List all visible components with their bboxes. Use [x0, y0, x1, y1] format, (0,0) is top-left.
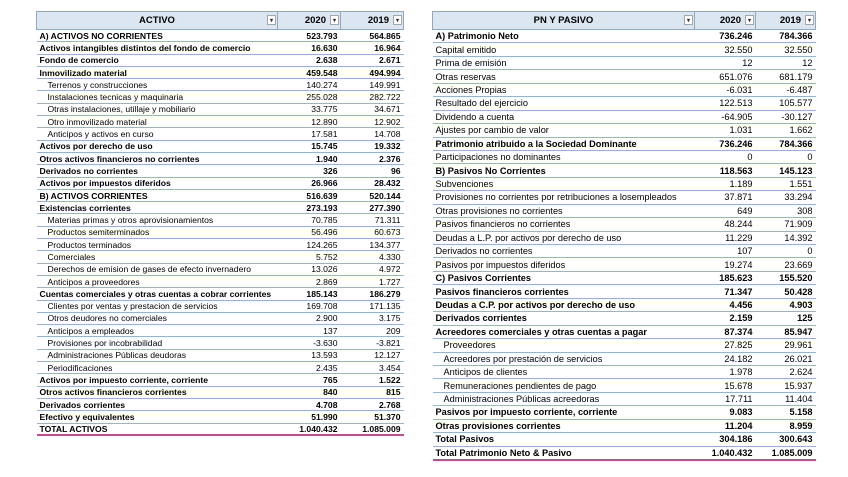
row-label[interactable]: Anticipos y activos en curso — [47, 129, 154, 140]
value-2019[interactable]: 784.366 — [779, 138, 813, 149]
table-row — [37, 140, 404, 152]
value-2019[interactable]: 11.404 — [785, 394, 813, 405]
row-label[interactable]: Participaciones no dominantes — [435, 152, 561, 163]
table-row — [37, 79, 404, 91]
row-label[interactable]: Anticipos a empleados — [47, 325, 134, 336]
row-label[interactable]: Ajustes por cambio de valor — [435, 125, 549, 136]
value-2020[interactable]: 523.793 — [306, 30, 338, 41]
table-row — [37, 300, 404, 312]
value-2019[interactable]: 149.991 — [369, 79, 401, 90]
value-2019[interactable]: 85.947 — [784, 326, 813, 337]
value-2020[interactable]: 1.040.432 — [711, 447, 753, 458]
filter-dropdown-icon[interactable]: ▾ — [684, 15, 693, 25]
row-label[interactable]: Activos intangibles distintos del fondo de comercio — [39, 42, 251, 53]
value-2019[interactable]: 105.577 — [779, 98, 813, 109]
value-2020[interactable]: 326 — [323, 165, 338, 176]
activo-header-2020[interactable]: 2020 ▾ — [278, 12, 341, 30]
row-label[interactable]: Deudas a L.P. por activos por derecho de uso — [435, 232, 622, 243]
row-label[interactable]: Otros activos financieros no corrientes — [39, 153, 200, 164]
value-2019[interactable]: 815 — [386, 387, 401, 398]
value-2019[interactable]: 134.377 — [369, 239, 401, 250]
value-2020[interactable]: 140.274 — [306, 79, 338, 90]
table-row — [433, 271, 816, 284]
value-2020[interactable]: 15.678 — [724, 380, 753, 391]
value-2019[interactable]: 4.330 — [378, 251, 401, 262]
value-2019[interactable]: 2.376 — [378, 153, 401, 164]
row-label[interactable]: Resultado del ejercicio — [435, 98, 528, 109]
value-2020[interactable]: 71.347 — [724, 286, 753, 297]
row-label[interactable]: Pasivos financieros no corrientes — [435, 219, 571, 230]
value-2020[interactable]: 1.031 — [729, 125, 753, 136]
filter-dropdown-icon[interactable]: ▾ — [267, 15, 276, 25]
row-label[interactable]: Clientes por ventas y prestacion de servicios — [47, 301, 218, 312]
row-label[interactable]: Dividendo a cuenta — [435, 111, 515, 122]
row-label[interactable]: A) Patrimonio Neto — [435, 31, 519, 42]
value-2020[interactable]: 736.246 — [719, 31, 753, 42]
value-2020[interactable]: 17.581 — [311, 129, 338, 140]
row-label[interactable]: Otras reservas — [435, 71, 496, 82]
value-2019[interactable]: 33.294 — [784, 192, 813, 203]
row-label[interactable]: A) ACTIVOS NO CORRIENTES — [39, 30, 163, 41]
value-2019[interactable]: 29.961 — [784, 340, 813, 351]
row-label[interactable]: Otras provisiones no corrientes — [435, 205, 563, 216]
table-row — [433, 285, 816, 298]
value-2019[interactable]: 1.727 — [378, 276, 401, 287]
table-row — [433, 124, 816, 137]
value-2019[interactable]: 564.865 — [369, 30, 401, 41]
value-2019[interactable]: 71.909 — [784, 219, 813, 230]
table-row — [433, 446, 816, 459]
row-label[interactable]: Pasivos por impuesto corriente, corriente — [435, 407, 618, 418]
table-row — [433, 137, 816, 150]
value-2019[interactable]: 282.722 — [369, 92, 401, 103]
value-2019[interactable]: 96 — [390, 165, 401, 176]
value-2019[interactable]: 1.085.009 — [771, 447, 813, 458]
value-2020[interactable]: 19.274 — [724, 259, 753, 270]
value-2020[interactable]: 122.513 — [719, 98, 753, 109]
table-row — [37, 128, 404, 140]
table-row — [37, 362, 404, 374]
value-2019[interactable]: 1.551 — [789, 179, 813, 190]
value-2020[interactable]: 11.204 — [724, 420, 753, 431]
value-2020[interactable]: 2.869 — [315, 276, 338, 287]
value-2020[interactable]: 11.229 — [725, 232, 753, 243]
table-row — [433, 43, 816, 56]
value-2020[interactable]: 51.990 — [311, 411, 338, 422]
table-row — [433, 312, 816, 325]
value-2019[interactable]: 125 — [797, 313, 813, 324]
value-2019[interactable]: 4.903 — [789, 299, 813, 310]
table-row — [37, 30, 404, 42]
row-label[interactable]: Subvenciones — [435, 179, 494, 190]
row-label[interactable]: Derivados corrientes — [435, 313, 527, 324]
value-2019[interactable]: 8.959 — [789, 420, 813, 431]
value-2019[interactable]: 155.520 — [779, 273, 813, 284]
activo-header-row — [37, 12, 404, 30]
value-2019[interactable]: -6.487 — [786, 84, 813, 95]
value-2019[interactable]: 1.085.009 — [362, 423, 401, 434]
table-row — [433, 56, 816, 69]
table-row — [433, 191, 816, 204]
table-row — [433, 339, 816, 352]
value-2019[interactable]: 784.366 — [779, 31, 813, 42]
value-2019[interactable]: -30.127 — [781, 111, 813, 122]
row-label[interactable]: TOTAL ACTIVOS — [39, 423, 108, 434]
value-2020[interactable]: 27.825 — [724, 340, 753, 351]
value-2020[interactable]: -6.031 — [726, 84, 753, 95]
value-2019[interactable]: 300.643 — [779, 434, 813, 445]
value-2020[interactable]: 0 — [747, 152, 753, 163]
table-row — [433, 352, 816, 365]
table-row — [37, 103, 404, 115]
row-label[interactable]: Acreedores por prestación de servicios — [443, 353, 603, 364]
row-label[interactable]: Prima de emisión — [435, 58, 507, 69]
value-2019[interactable]: 60.673 — [374, 227, 401, 238]
value-2020[interactable]: 255.028 — [306, 92, 338, 103]
value-2020[interactable]: 1.040.432 — [299, 423, 338, 434]
value-2020[interactable]: 169.708 — [306, 301, 338, 312]
table-row — [433, 365, 816, 378]
value-2019[interactable]: 14.392 — [784, 232, 813, 243]
value-2019[interactable]: 14.708 — [374, 129, 401, 140]
row-label[interactable]: Total Pasivos — [435, 434, 495, 445]
value-2019[interactable]: -3.821 — [376, 338, 401, 349]
value-2019[interactable]: 1.522 — [378, 374, 401, 385]
value-2019[interactable]: 3.454 — [378, 362, 401, 373]
row-label[interactable]: Acciones Propias — [435, 84, 507, 95]
value-2020[interactable]: 459.548 — [306, 67, 338, 78]
row-label[interactable]: Activos por impuestos diferidos — [39, 178, 171, 189]
value-2019[interactable]: 186.279 — [369, 288, 401, 299]
value-2020[interactable]: 2.900 — [315, 313, 338, 324]
table-row — [37, 349, 404, 361]
row-label[interactable]: Administraciones Públicas acreedoras — [443, 394, 600, 405]
table-row — [433, 177, 816, 190]
value-2019[interactable]: 26.021 — [784, 353, 813, 364]
table-row — [433, 433, 816, 446]
value-2019[interactable]: 5.158 — [789, 407, 813, 418]
row-label[interactable]: Acreedores comerciales y otras cuentas a pagar — [435, 326, 647, 337]
table-row — [37, 263, 404, 275]
table-row — [37, 251, 404, 263]
row-label[interactable]: Otros deudores no comerciales — [47, 313, 167, 324]
value-2020[interactable]: 124.265 — [306, 239, 338, 250]
value-2019[interactable]: 32.550 — [784, 44, 813, 55]
row-label[interactable]: Instalaciones tecnicas y maquinaria — [47, 92, 184, 103]
value-2019[interactable]: 15.937 — [784, 380, 813, 391]
value-2019[interactable]: 3.175 — [378, 313, 401, 324]
row-label[interactable]: Deudas a C.P. por activos por derecho de uso — [435, 299, 635, 310]
value-2020[interactable]: 5.752 — [315, 251, 338, 262]
pasivo-header-2019[interactable]: 2019 ▾ — [756, 12, 816, 30]
row-label[interactable]: Pasivos financieros corrientes — [435, 286, 569, 297]
value-2019[interactable]: 12.127 — [374, 350, 401, 361]
row-label[interactable]: Administraciones Públicas deudoras — [47, 350, 187, 361]
row-label[interactable]: Capital emitido — [435, 44, 497, 55]
row-label[interactable]: Patrimonio atribuido a la Sociedad Dominante — [435, 138, 637, 149]
value-2019[interactable]: 277.390 — [369, 202, 401, 213]
filter-dropdown-icon[interactable]: ▾ — [330, 15, 339, 25]
value-2019[interactable]: 2.624 — [789, 367, 813, 378]
row-label[interactable]: Derivados corrientes — [39, 399, 125, 410]
row-label[interactable]: Fondo de comercio — [39, 55, 119, 66]
row-label[interactable]: Cuentas comerciales y otras cuentas a cobrar corrientes — [39, 288, 272, 299]
row-label[interactable]: Anticipos de clientes — [443, 367, 528, 378]
row-label[interactable]: Productos terminados — [47, 239, 132, 250]
filter-dropdown-icon[interactable]: ▾ — [745, 15, 754, 25]
value-2020[interactable]: 56.496 — [311, 227, 338, 238]
value-2019[interactable]: 71.311 — [374, 215, 401, 226]
row-label[interactable]: Activos por derecho de uso — [39, 141, 153, 152]
row-label[interactable]: Efectivo y equivalentes — [39, 411, 135, 422]
table-row — [37, 177, 404, 189]
value-2020[interactable]: 87.374 — [724, 326, 753, 337]
value-2020[interactable]: 649 — [737, 205, 753, 216]
row-label[interactable]: Anticipos a proveedores — [47, 276, 140, 287]
value-2020[interactable]: 765 — [323, 374, 338, 385]
pasivo-table — [432, 11, 816, 461]
table-row — [433, 325, 816, 338]
row-label[interactable]: Otras instalaciones, utillaje y mobiliario — [47, 104, 196, 115]
value-2019[interactable]: 19.332 — [374, 141, 401, 152]
value-2020[interactable]: 273.193 — [306, 202, 338, 213]
value-2020[interactable]: 24.182 — [724, 353, 753, 364]
value-2020[interactable]: 185.623 — [719, 273, 753, 284]
table-row — [433, 258, 816, 271]
table-row — [37, 239, 404, 251]
table-row — [433, 392, 816, 405]
value-2020[interactable]: 118.563 — [719, 165, 753, 176]
row-label[interactable]: B) Pasivos No Corrientes — [435, 165, 546, 176]
row-label[interactable]: Remuneraciones pendientes de pago — [443, 380, 597, 391]
value-2020[interactable]: 137 — [323, 325, 338, 336]
table-row — [37, 411, 404, 423]
table-row — [433, 150, 816, 163]
row-label[interactable]: Inmovilizado material — [39, 67, 127, 78]
row-label[interactable]: Otras provisiones corrientes — [435, 420, 561, 431]
value-2019[interactable]: 0 — [807, 246, 813, 257]
value-2019[interactable]: 51.370 — [374, 411, 401, 422]
value-2020[interactable]: 107 — [737, 246, 753, 257]
table-row — [433, 83, 816, 96]
filter-dropdown-icon[interactable]: ▾ — [805, 15, 814, 25]
value-2019[interactable]: 34.671 — [374, 104, 401, 115]
value-2019[interactable]: 50.428 — [784, 286, 813, 297]
value-2019[interactable]: 12.902 — [374, 116, 401, 127]
row-label[interactable]: Periodificaciones — [47, 362, 113, 373]
value-2019[interactable]: 0 — [807, 152, 813, 163]
value-2020[interactable]: 13.026 — [311, 264, 338, 275]
row-label[interactable]: Provisiones por incobrabilidad — [47, 338, 163, 349]
row-label[interactable]: Pasivos por impuestos diferidos — [435, 259, 566, 270]
row-label[interactable]: Derivados no corrientes — [39, 165, 138, 176]
table-row — [433, 164, 816, 177]
row-label[interactable]: Terrenos y construcciones — [47, 79, 148, 90]
value-2020[interactable]: 1.189 — [729, 179, 753, 190]
value-2020[interactable]: 736.246 — [719, 138, 753, 149]
value-2020[interactable]: 13.593 — [311, 350, 338, 361]
table-row — [433, 30, 816, 43]
value-2019[interactable]: 494.994 — [369, 67, 401, 78]
table-row — [433, 245, 816, 258]
table-row — [37, 165, 404, 177]
value-2019[interactable]: 171.135 — [369, 301, 401, 312]
row-label[interactable]: Existencias corrientes — [39, 202, 131, 213]
table-row — [37, 275, 404, 287]
activo-header-label[interactable]: ACTIVO ▾ — [37, 12, 278, 30]
value-2019[interactable]: 2.768 — [378, 399, 401, 410]
value-2019[interactable]: 2.671 — [378, 55, 401, 66]
table-row — [37, 189, 404, 201]
table-row — [37, 325, 404, 337]
table-row — [37, 337, 404, 349]
value-2020[interactable]: 304.186 — [719, 434, 753, 445]
value-2020[interactable]: -64.905 — [721, 111, 753, 122]
table-row — [433, 298, 816, 311]
value-2020[interactable]: 2.638 — [315, 55, 338, 66]
value-2019[interactable]: 16.964 — [374, 42, 401, 53]
pasivo-header-2020[interactable]: 2020 ▾ — [695, 12, 756, 30]
value-2020[interactable]: 48.244 — [724, 219, 753, 230]
value-2019[interactable]: 209 — [386, 325, 401, 336]
activo-table — [36, 11, 404, 436]
value-2020[interactable]: 33.775 — [311, 104, 338, 115]
row-label[interactable]: C) Pasivos Corrientes — [435, 273, 531, 284]
row-label[interactable]: B) ACTIVOS CORRIENTES — [39, 190, 148, 201]
value-2020[interactable]: 9.083 — [729, 407, 753, 418]
row-label[interactable]: Derivados no corrientes — [435, 246, 533, 257]
row-label[interactable]: Materias primas y otros aprovisionamientos — [47, 215, 214, 226]
table-row — [37, 91, 404, 103]
row-label[interactable]: Activos por impuesto corriente, corriente — [39, 374, 209, 385]
table-row — [37, 423, 404, 435]
value-2020[interactable]: 2.435 — [315, 362, 338, 373]
row-label[interactable]: Otros activos financieros corrientes — [39, 387, 187, 398]
value-2020[interactable]: 1.940 — [315, 153, 338, 164]
table-row — [433, 406, 816, 419]
table-row — [433, 218, 816, 231]
table-row — [37, 398, 404, 410]
value-2019[interactable]: 1.662 — [789, 125, 813, 136]
table-row — [433, 204, 816, 217]
value-2019[interactable]: 308 — [797, 205, 813, 216]
value-2020[interactable]: 26.966 — [311, 178, 338, 189]
pasivo-header-label[interactable]: PN Y PASIVO ▾ — [433, 12, 695, 30]
value-2020[interactable]: 651.076 — [719, 71, 753, 82]
value-2019[interactable]: 23.669 — [784, 259, 813, 270]
table-row — [37, 214, 404, 226]
table-row — [433, 419, 816, 432]
table-row — [433, 70, 816, 83]
value-2020[interactable]: 70.785 — [311, 215, 338, 226]
value-2019[interactable]: 520.144 — [369, 190, 401, 201]
value-2020[interactable]: 16.630 — [311, 42, 338, 53]
table-row — [433, 110, 816, 123]
value-2020[interactable]: 15.745 — [311, 141, 338, 152]
table-row — [37, 386, 404, 398]
value-2019[interactable]: 145.123 — [779, 165, 813, 176]
row-label[interactable]: Provisiones no corrientes por retribuciones a losempleados — [435, 192, 677, 203]
table-row — [37, 42, 404, 54]
activo-header-2019[interactable]: 2019 ▾ — [341, 12, 404, 30]
table-row — [37, 116, 404, 128]
table-row — [37, 152, 404, 164]
value-2020[interactable]: 840 — [323, 387, 338, 398]
value-2020[interactable]: 12.890 — [311, 116, 338, 127]
row-label[interactable]: Total Patrimonio Neto & Pasivo — [435, 447, 572, 458]
value-2020[interactable]: 185.143 — [306, 288, 338, 299]
row-label[interactable]: Derechos de emision de gases de efecto invernadero — [47, 264, 252, 275]
value-2020[interactable]: 4.708 — [315, 399, 338, 410]
value-2020[interactable]: 1.978 — [729, 367, 753, 378]
value-2019[interactable]: 4.972 — [378, 264, 401, 275]
pasivo-header-row — [433, 12, 816, 30]
filter-dropdown-icon[interactable]: ▾ — [393, 15, 402, 25]
table-row — [433, 379, 816, 392]
row-label[interactable]: Comerciales — [47, 251, 96, 262]
value-2019[interactable]: 28.432 — [374, 178, 401, 189]
value-2020[interactable]: 32.550 — [724, 44, 753, 55]
value-2020[interactable]: -3.630 — [313, 338, 338, 349]
row-label[interactable]: Otro inmovilizado material — [47, 116, 147, 127]
table-row — [37, 374, 404, 386]
value-2020[interactable]: 17.711 — [725, 394, 753, 405]
value-2020[interactable]: 516.639 — [306, 190, 338, 201]
value-2019[interactable]: 12 — [802, 58, 813, 69]
table-row — [433, 231, 816, 244]
table-row — [37, 288, 404, 300]
table-row — [37, 66, 404, 78]
table-row — [37, 226, 404, 238]
value-2020[interactable]: 12 — [742, 58, 753, 69]
table-row — [37, 54, 404, 66]
value-2020[interactable]: 37.871 — [724, 192, 753, 203]
value-2020[interactable]: 4.456 — [729, 299, 753, 310]
row-label[interactable]: Productos semiterminados — [47, 227, 150, 238]
table-row — [37, 312, 404, 324]
value-2019[interactable]: 681.179 — [779, 71, 813, 82]
row-label[interactable]: Proveedores — [443, 340, 496, 351]
table-row — [37, 202, 404, 214]
table-row — [433, 97, 816, 110]
value-2020[interactable]: 2.159 — [729, 313, 753, 324]
